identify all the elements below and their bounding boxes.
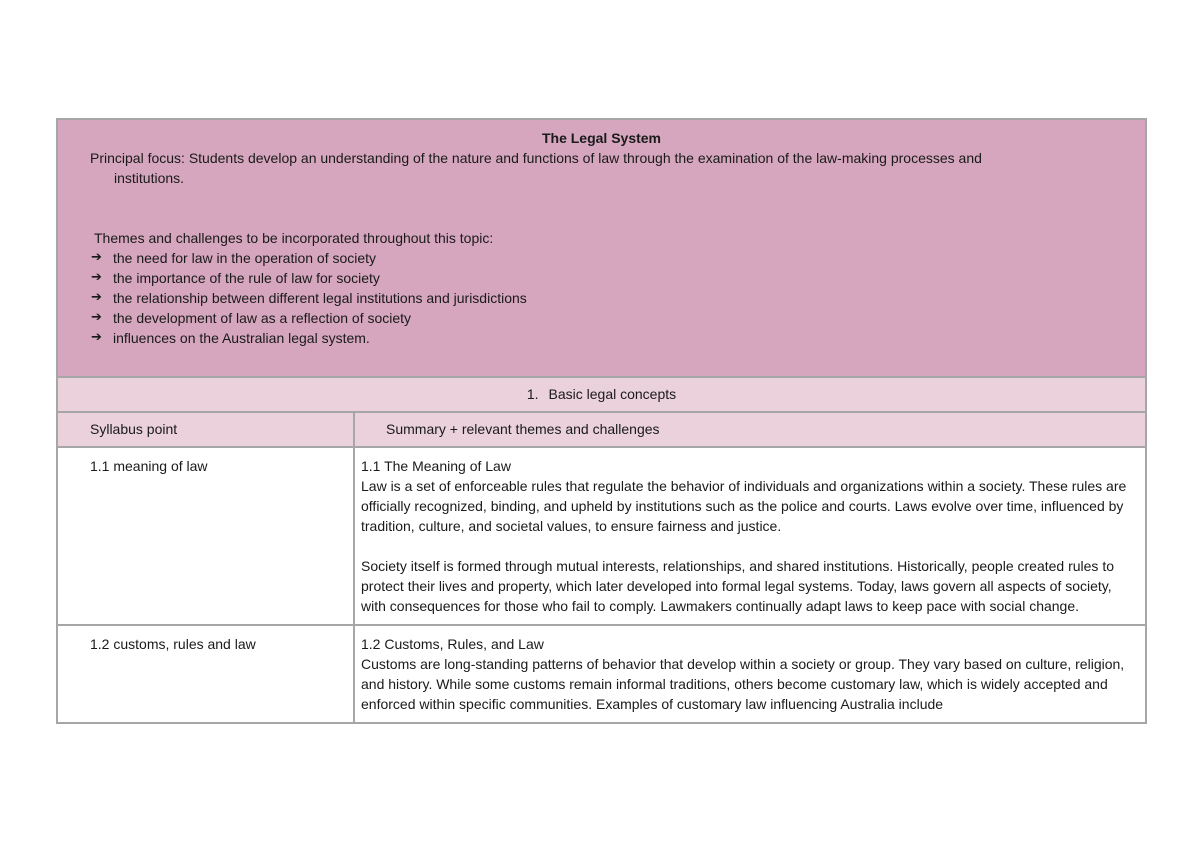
arrow-right-icon: ➔ <box>91 330 102 345</box>
arrow-right-icon: ➔ <box>91 310 102 325</box>
summary-cell <box>354 625 1146 723</box>
column-header-row <box>57 412 1146 447</box>
column-header-summary: Summary + relevant themes and challenges <box>354 412 1146 447</box>
table-row <box>57 447 1146 625</box>
themes-intro: Themes and challenges to be incorporated throughout this topic: <box>94 230 494 246</box>
arrow-right-icon: ➔ <box>91 250 102 265</box>
legal-system-table <box>56 118 1147 724</box>
theme-item: ➔ influences on the Australian legal system. <box>91 330 370 346</box>
section-heading <box>57 377 1146 412</box>
syllabus-point-cell: 1.2 customs, rules and law <box>57 625 354 723</box>
theme-item: ➔ the need for law in the operation of society <box>91 250 377 266</box>
principal-focus-line1: Principal focus: Students develop an understanding of the nature and functions of law through the examination of the law-making processes and <box>90 150 982 166</box>
summary-paragraph: Law is a set of enforceable rules that regulate the behavior of individuals and organizations within a society. These rules are officially recognized, binding, and upheld by institutions such as the police and courts. Laws evolve over time, influenced by tradition, culture, and societal values, to ensure fairness and justice. <box>361 478 1127 534</box>
themes-list <box>58 248 1145 348</box>
theme-item: ➔ the relationship between different legal institutions and jurisdictions <box>91 290 527 306</box>
arrow-right-icon: ➔ <box>91 270 102 285</box>
paragraph-spacer <box>361 536 1139 556</box>
summary-paragraph: Society itself is formed through mutual interests, relationships, and shared institutions. Historically, people created rules to protect their lives and property, which later developed into formal legal systems. Today, laws govern all aspects of society, with consequences for those who fail to comply. Lawmakers continually adapt laws to keep pace with social change. <box>361 558 1114 614</box>
topic-title: The Legal System <box>541 130 662 146</box>
theme-item: ➔ the development of law as a reflection of society <box>91 310 412 326</box>
summary-paragraph: Customs are long-standing patterns of behavior that develop within a society or group. They vary based on culture, religion, and history. While some customs remain informal traditions, others become customary law, which is widely accepted and enforced within specific communities. Examples of customary law influencing Australia include <box>361 656 1125 712</box>
summary-heading: 1.1 The Meaning of Law <box>361 458 511 474</box>
table-row <box>57 625 1146 723</box>
header-row <box>57 119 1146 377</box>
column-header-syllabus: Syllabus point <box>57 412 354 447</box>
summary-heading: 1.2 Customs, Rules, and Law <box>361 636 544 652</box>
section-number: 1. <box>526 386 539 402</box>
section-title: Basic legal concepts <box>548 386 677 402</box>
principal-focus <box>58 148 1145 188</box>
theme-item: ➔ the importance of the rule of law for society <box>91 270 380 286</box>
syllabus-point-cell: 1.1 meaning of law <box>57 447 354 625</box>
summary-cell <box>354 447 1146 625</box>
principal-focus-line2: institutions. <box>114 170 185 186</box>
topic-header-cell <box>57 119 1146 377</box>
arrow-right-icon: ➔ <box>91 290 102 305</box>
section-row <box>57 377 1146 412</box>
